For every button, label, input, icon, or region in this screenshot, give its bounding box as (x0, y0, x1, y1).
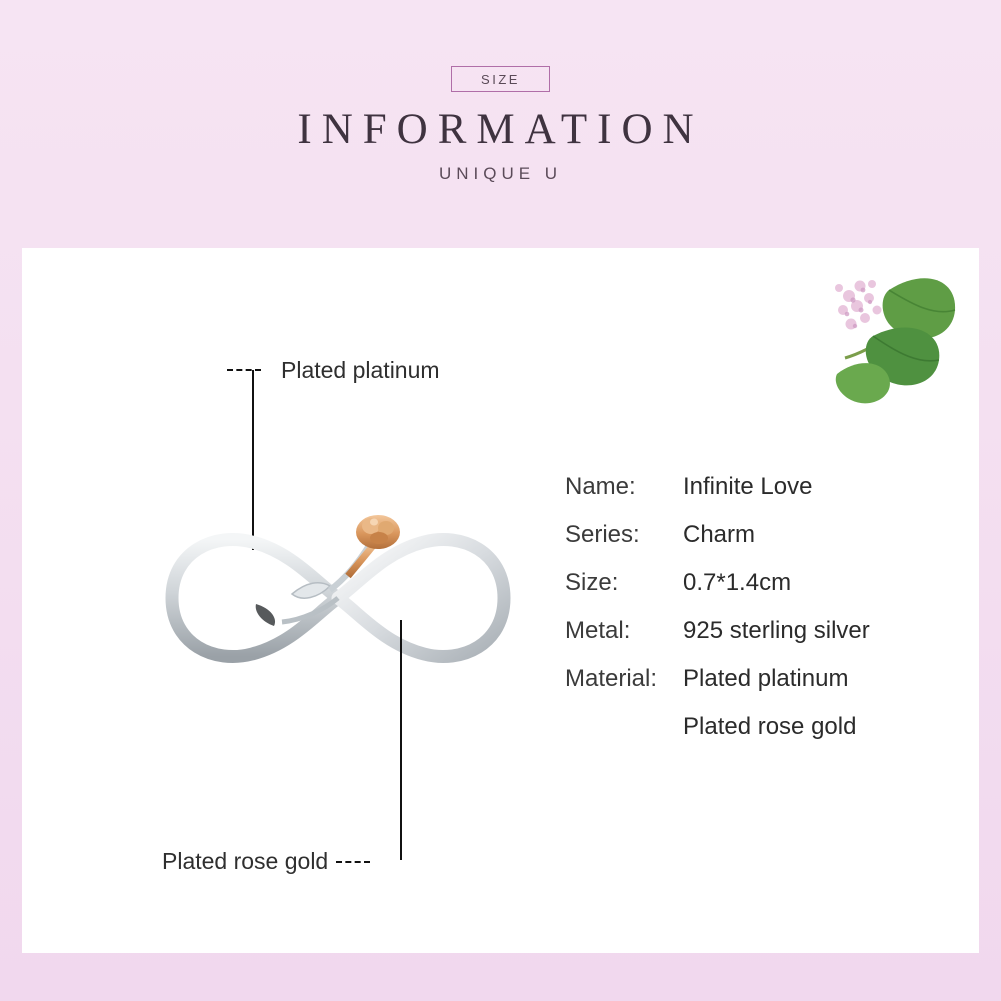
spec-value: Infinite Love (683, 473, 813, 500)
size-badge-label: SIZE (481, 71, 520, 87)
spec-value: 0.7*1.4cm (683, 569, 792, 596)
spec-row-metal (565, 617, 965, 645)
callout-vertical-line-bottom (400, 620, 402, 860)
size-badge (451, 66, 550, 92)
spec-value: Plated platinum (683, 665, 849, 692)
spec-material-extra: Plated rose gold (683, 713, 857, 740)
spec-key: Metal: (565, 617, 631, 644)
spec-value: 925 sterling silver (683, 617, 870, 644)
infinity-charm-image (142, 498, 542, 698)
callout-plated-rose-gold (162, 848, 370, 875)
page-title: INFORMATION (297, 106, 704, 153)
spec-key: Material: (565, 665, 658, 692)
callout-top-label: Plated platinum (281, 356, 440, 383)
callout-bottom-label: Plated rose gold (162, 848, 329, 874)
spec-row-name (565, 473, 965, 501)
information-card (22, 248, 979, 953)
leaf-branch-icon (827, 254, 967, 414)
spec-row-material (565, 665, 965, 693)
callout-plated-platinum (227, 356, 527, 383)
spec-row-series (565, 521, 965, 549)
spec-key: Size: (565, 569, 619, 596)
spec-key: Series: (565, 521, 640, 548)
spec-list (565, 473, 965, 741)
spec-key: Name: (565, 473, 636, 500)
header (0, 0, 1001, 248)
callout-dash-line-top (227, 369, 261, 371)
spec-value: Charm (683, 521, 756, 548)
page-subtitle: UNIQUE U (438, 164, 563, 183)
spec-row-size (565, 569, 965, 597)
callout-dash-line-bottom (336, 861, 370, 863)
